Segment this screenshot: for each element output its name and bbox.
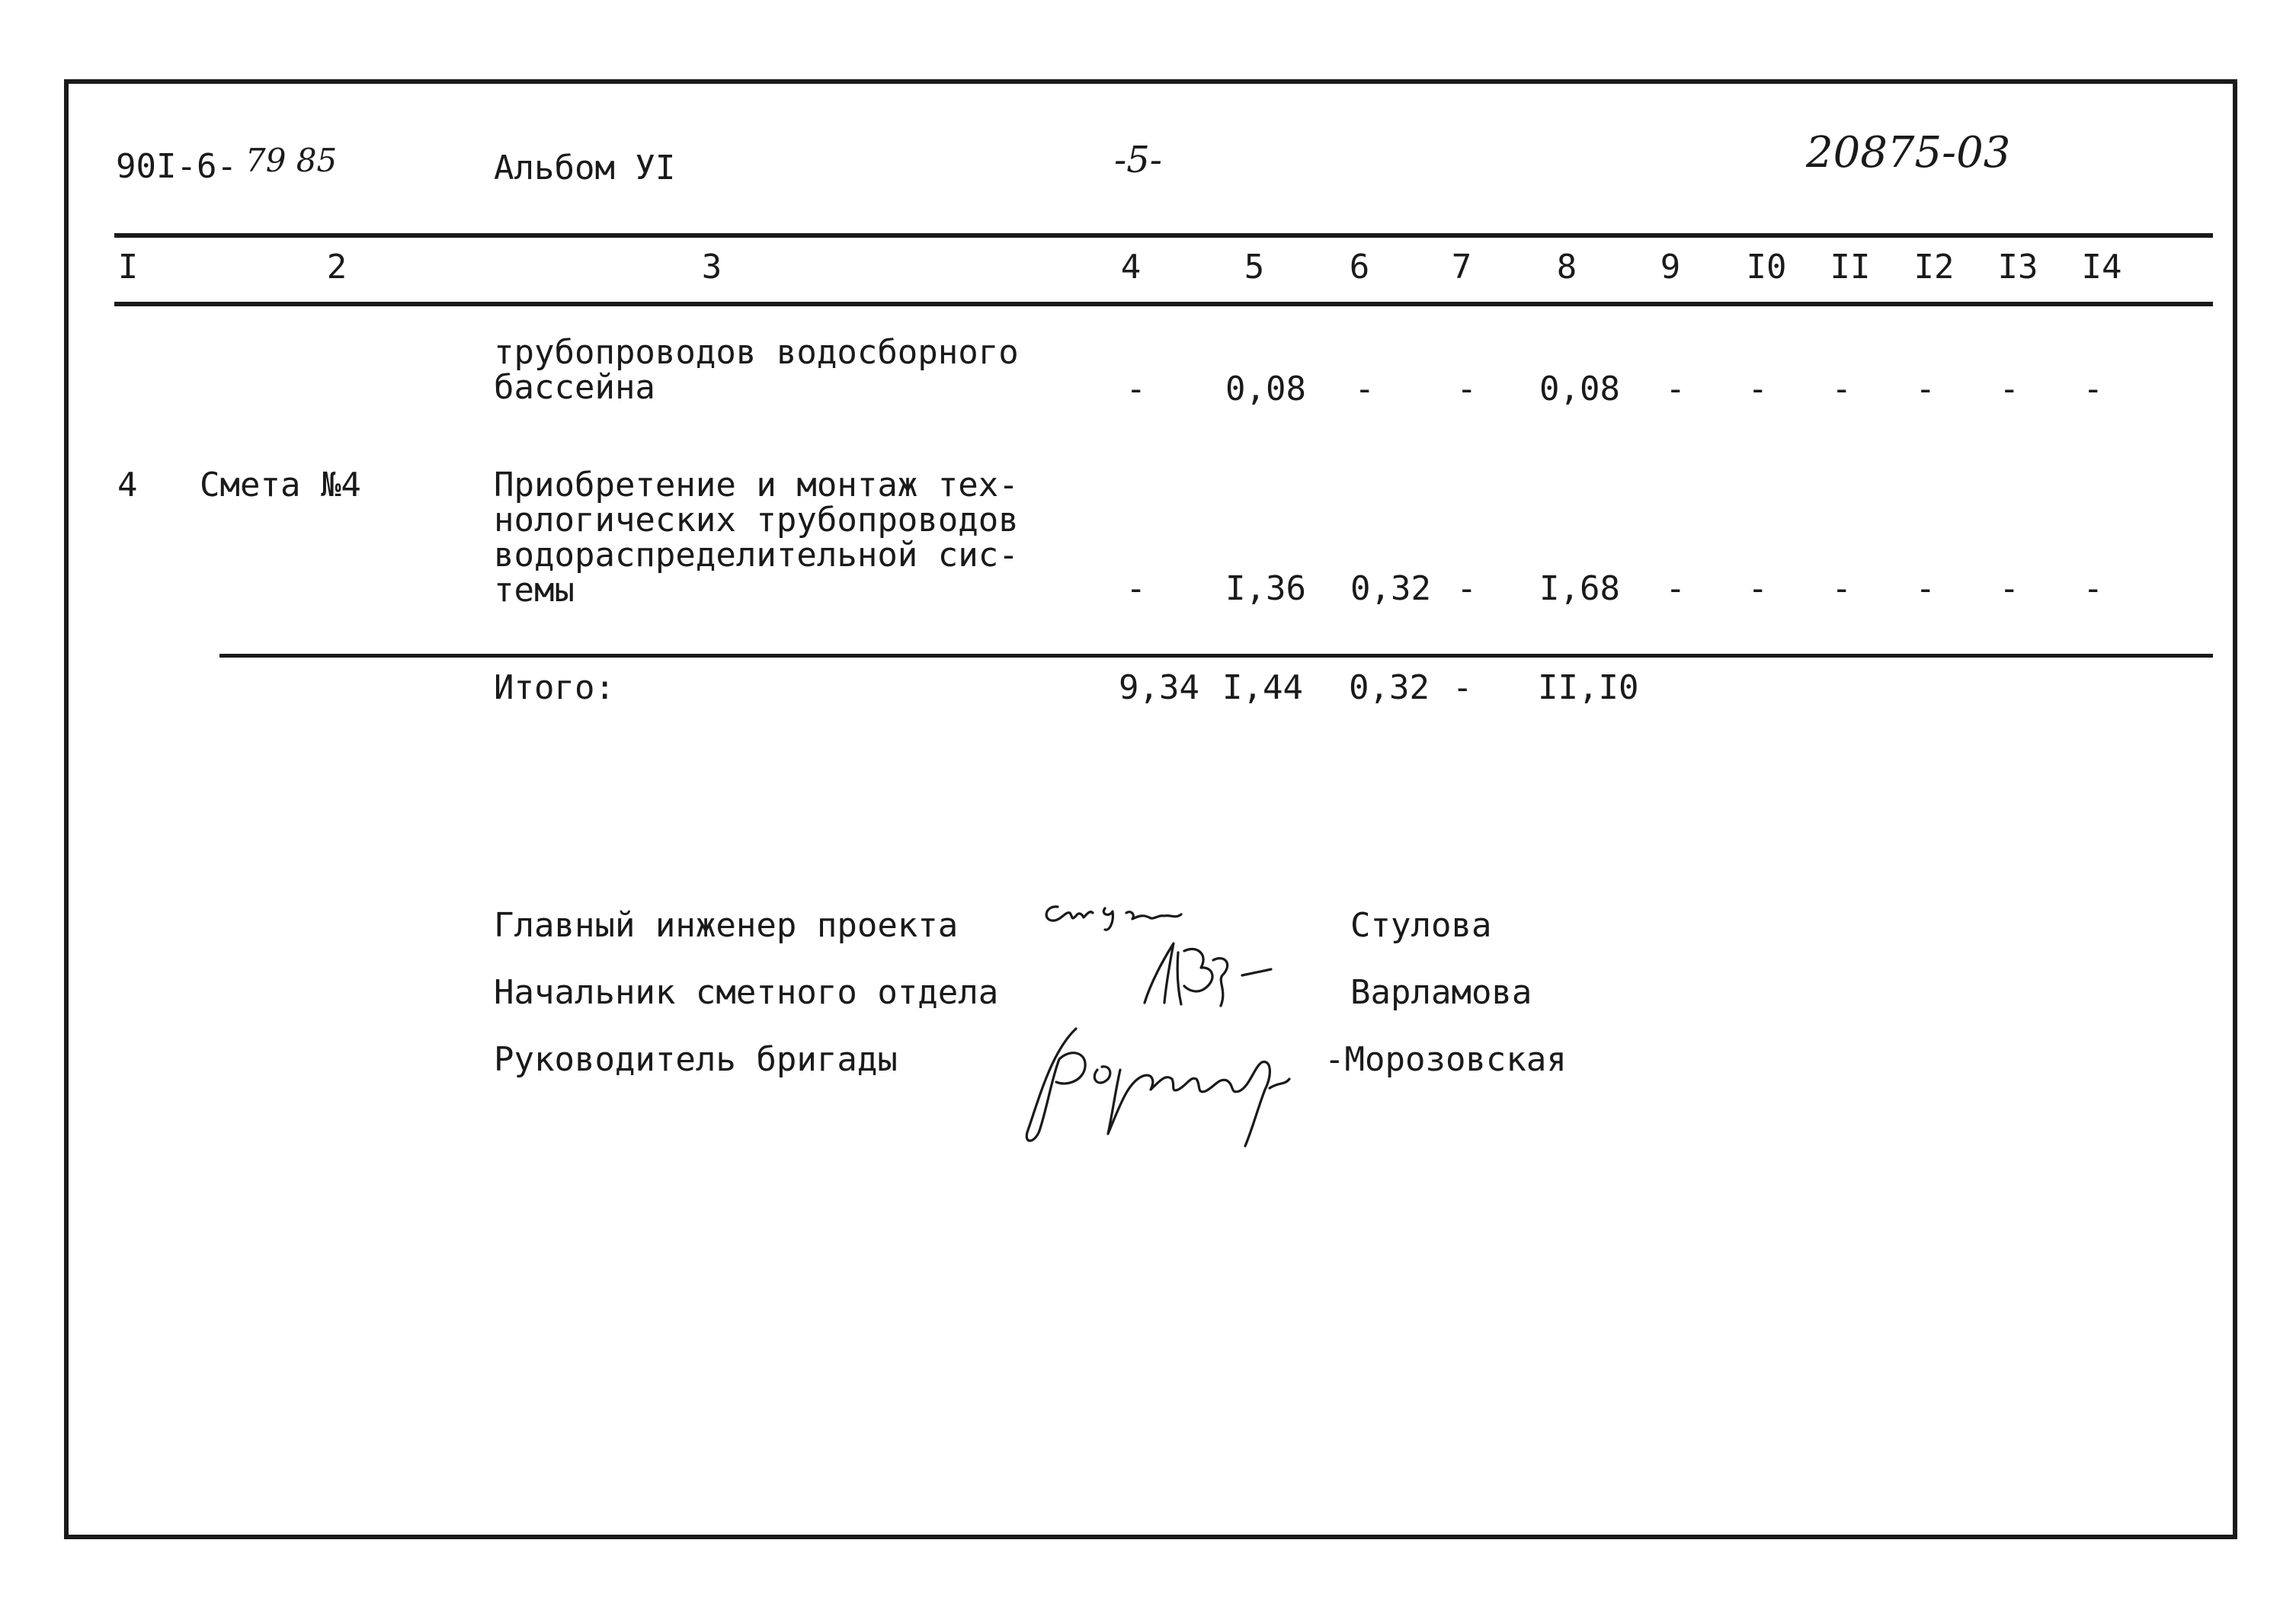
row-value: - (2083, 370, 2103, 408)
column-header: 3 (701, 248, 722, 287)
column-header: 2 (326, 248, 347, 287)
signature-name: Стулова (1350, 906, 1492, 945)
column-header: 6 (1349, 248, 1370, 287)
header-rule-bottom (114, 302, 2213, 306)
row-value: 0,32 (1350, 569, 1431, 608)
header-rule-top (114, 233, 2213, 238)
row-value: I,36 (1225, 569, 1306, 608)
signature-3-image (1014, 1006, 1334, 1158)
album-title: Альбом УI (494, 149, 676, 187)
total-value: II,I0 (1538, 668, 1639, 707)
page-number: -5- (1114, 139, 1162, 181)
document-code-handwritten: 79 85 (245, 142, 338, 179)
row-value: - (1126, 569, 1146, 608)
signature-name: -Морозовская (1324, 1040, 1567, 1079)
row-value: - (1665, 370, 1686, 408)
column-header: 4 (1120, 248, 1142, 287)
document-number: 20875-03 (1806, 128, 2011, 178)
signature-position: Руководитель бригады (494, 1040, 898, 1079)
signature-name: Варламова (1350, 973, 1532, 1012)
row-description: Приобретение и монтаж тех- нологических трубопроводов водораспределительной сис- темы (494, 466, 1019, 610)
row-value: - (1747, 370, 1768, 408)
total-value: I,44 (1222, 668, 1303, 707)
row-value: - (1354, 370, 1375, 408)
row-description: трубопроводов водосборного бассейна (494, 333, 1019, 407)
column-header: 8 (1556, 248, 1577, 287)
row-value: - (1831, 370, 1852, 408)
row-value: - (1915, 569, 1936, 608)
row-value: - (1999, 370, 2019, 408)
column-header: I0 (1746, 248, 1787, 287)
column-header: 9 (1660, 248, 1681, 287)
row-value: - (1915, 370, 1936, 408)
row-value: - (1831, 569, 1852, 608)
row-value: - (1665, 569, 1686, 608)
column-header: II (1830, 248, 1871, 287)
total-label: Итого: (494, 668, 615, 707)
row-value: - (1747, 569, 1768, 608)
column-header: I3 (1997, 248, 2038, 287)
row-value: 0,08 (1225, 370, 1306, 408)
signature-position: Начальник сметного отдела (494, 973, 999, 1012)
signature-position: Главный инженер проекта (494, 906, 959, 945)
total-value: 9,34 (1119, 668, 1199, 707)
row-value: - (1456, 569, 1477, 608)
row-value: - (1456, 370, 1477, 408)
column-header: I2 (1913, 248, 1955, 287)
row-value: 0,08 (1539, 370, 1620, 408)
total-value: - (1452, 668, 1473, 707)
total-rule (219, 654, 2213, 658)
total-value: 0,32 (1349, 668, 1430, 707)
column-header: 5 (1244, 248, 1265, 287)
column-header: 7 (1451, 248, 1472, 287)
row-number: 4 (117, 466, 138, 504)
document-code-printed: 90I-6- (116, 147, 237, 186)
row-value: - (1999, 569, 2019, 608)
page-frame (64, 79, 2237, 1539)
row-value: - (1126, 370, 1146, 408)
column-header: I (117, 248, 139, 287)
row-value: I,68 (1539, 569, 1620, 608)
row-estimate: Смета №4 (200, 466, 361, 504)
row-value: - (2083, 569, 2103, 608)
column-header: I4 (2081, 248, 2122, 287)
